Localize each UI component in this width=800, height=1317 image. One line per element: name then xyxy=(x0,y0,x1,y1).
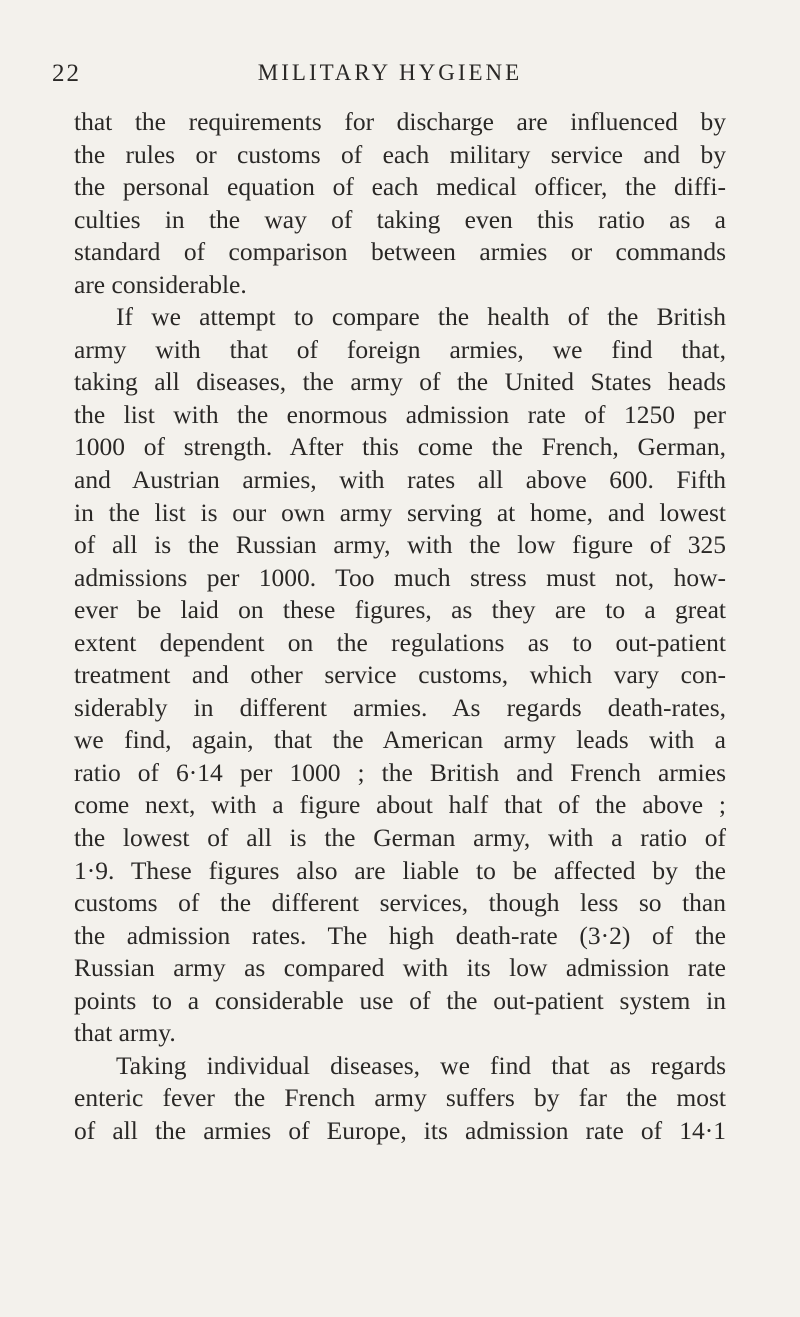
text-line: Russian army as compared with its low admission rate xyxy=(74,953,726,983)
text-line: the lowest of all is the German army, with a ratio of xyxy=(74,823,726,853)
text-line: If we attempt to compare the health of the British xyxy=(116,302,726,332)
text-line: customs of the different services, though less so than xyxy=(74,888,726,918)
text-line: treatment and other service customs, which vary con- xyxy=(74,660,726,690)
text-line: in the list is our own army serving at home, and lowest xyxy=(74,497,726,527)
text-line: of all is the Russian army, with the low figure of 325 xyxy=(74,530,726,560)
text-line: standard of comparison between armies or commands xyxy=(74,237,726,267)
text-line: come next, with a figure about half that of the above ; xyxy=(74,790,726,820)
text-line: siderably in different armies. As regards death-rates, xyxy=(74,692,726,722)
text-line: 1000 of strength. After this come the French, German, xyxy=(74,432,726,462)
text-line: Taking individual diseases, we find that as regards xyxy=(116,1050,726,1080)
text-line: that army. xyxy=(74,1018,176,1048)
text-line: 1·9. These figures also are liable to be affected by the xyxy=(74,855,726,885)
text-line: extent dependent on the regulations as to out-patient xyxy=(74,627,726,657)
text-line: the admission rates. The high death-rate (3·2) of the xyxy=(74,920,726,950)
text-line: enteric fever the French army suffers by far the most xyxy=(74,1083,726,1113)
text-line: admissions per 1000. Too much stress must not, how- xyxy=(74,562,726,592)
page-number: 22 xyxy=(52,60,81,87)
text-line: the rules or customs of each military service and by xyxy=(74,139,726,169)
text-line: army with that of foreign armies, we find that, xyxy=(74,334,726,364)
text-line: ever be laid on these figures, as they are to a great xyxy=(74,595,726,625)
text-line: and Austrian armies, with rates all above 600. Fifth xyxy=(74,465,726,495)
text-line: the personal equation of each medical officer, the diffi- xyxy=(74,172,726,202)
text-line: ratio of 6·14 per 1000 ; the British and French armies xyxy=(74,757,726,787)
text-line: the list with the enormous admission rate of 1250 per xyxy=(74,399,726,429)
text-line: of all the armies of Europe, its admission rate of 14·1 xyxy=(74,1115,726,1145)
text-line: taking all diseases, the army of the United States heads xyxy=(74,367,726,397)
body-text xyxy=(74,106,726,1148)
text-line: points to a considerable use of the out-patient system in xyxy=(74,985,726,1015)
text-line: we find, again, that the American army leads with a xyxy=(74,725,726,755)
text-line: are considerable. xyxy=(74,269,247,299)
text-line: that the requirements for discharge are influenced by xyxy=(74,107,726,136)
running-head: MILITARY HYGIENE xyxy=(257,60,523,85)
page-header xyxy=(52,60,728,94)
text-line: culties in the way of taking even this ratio as a xyxy=(74,204,726,234)
